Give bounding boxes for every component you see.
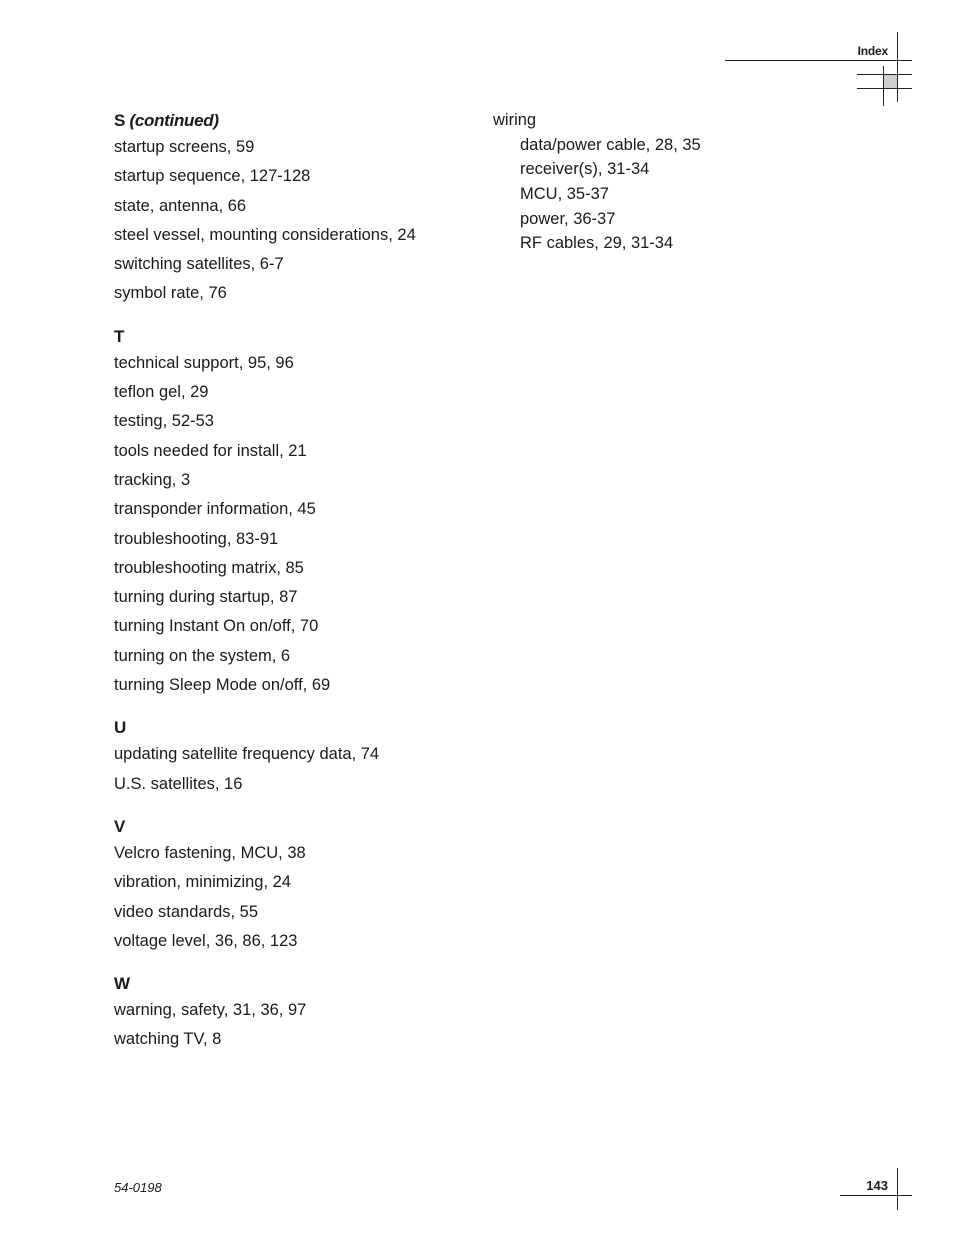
index-entry-wiring: wiring <box>493 111 537 129</box>
header-grey-square <box>883 74 897 88</box>
index-entry: teflon gel, 29 <box>114 383 209 402</box>
index-entry: switching satellites, 6-7 <box>114 255 284 274</box>
index-left-column <box>114 108 474 1070</box>
header-crosshair-h2 <box>857 88 912 89</box>
index-entry: troubleshooting, 83-91 <box>114 529 279 548</box>
header-label: Index <box>857 44 888 58</box>
index-subentry: power, 36-37 <box>520 209 616 228</box>
index-entry: warning, safety, 31, 36, 97 <box>114 1001 307 1020</box>
index-subentry: data/power cable, 28, 35 <box>520 135 701 154</box>
section-v <box>114 814 474 956</box>
header-crosshair-h <box>857 74 912 75</box>
document-number: 54-0198 <box>114 1180 162 1195</box>
index-subentry: receiver(s), 31-34 <box>520 160 650 179</box>
index-entry: tools needed for install, 21 <box>114 441 307 460</box>
index-entry: startup screens, 59 <box>114 138 255 156</box>
section-heading: W <box>114 974 130 994</box>
index-entry: U.S. satellites, 16 <box>114 774 243 793</box>
index-entry: turning Sleep Mode on/off, 69 <box>114 676 331 695</box>
index-entry: startup sequence, 127-128 <box>114 167 311 186</box>
index-subentry: MCU, 35-37 <box>520 185 609 204</box>
index-entry: testing, 52-53 <box>114 412 214 431</box>
section-heading: T <box>114 326 125 346</box>
index-entry: updating satellite frequency data, 74 <box>114 745 380 764</box>
index-entry: turning Instant On on/off, 70 <box>114 617 319 636</box>
index-entry: Velcro fastening, MCU, 38 <box>114 843 306 862</box>
index-entry: turning on the system, 6 <box>114 646 291 665</box>
header-vertical-mark <box>897 32 898 102</box>
index-entry: video standards, 55 <box>114 902 259 921</box>
index-entry: tracking, 3 <box>114 470 191 489</box>
index-entry: technical support, 95, 96 <box>114 353 294 372</box>
section-heading: S (continued) <box>114 111 219 130</box>
section-s <box>114 108 474 309</box>
index-entry: state, antenna, 66 <box>114 196 247 215</box>
index-entry: vibration, minimizing, 24 <box>114 873 291 892</box>
index-right-column <box>493 108 853 256</box>
header-crosshair-v <box>883 66 884 106</box>
index-entry: turning during startup, 87 <box>114 588 298 607</box>
index-entry: watching TV, 8 <box>114 1030 222 1049</box>
section-t <box>114 324 474 701</box>
footer-rule <box>840 1195 912 1196</box>
index-entry: symbol rate, 76 <box>114 284 227 303</box>
header-rule <box>725 60 912 61</box>
section-u <box>114 715 474 799</box>
section-heading: V <box>114 816 126 836</box>
section-w <box>114 971 474 1055</box>
index-entry: steel vessel, mounting considerations, 24 <box>114 225 416 244</box>
index-entry: voltage level, 36, 86, 123 <box>114 931 298 950</box>
page-number: 143 <box>866 1178 888 1193</box>
index-subentry: RF cables, 29, 31-34 <box>520 234 674 253</box>
index-entry: troubleshooting matrix, 85 <box>114 558 304 577</box>
section-heading: U <box>114 718 126 738</box>
footer-vertical-mark <box>897 1168 898 1210</box>
index-entry: transponder information, 45 <box>114 500 316 519</box>
